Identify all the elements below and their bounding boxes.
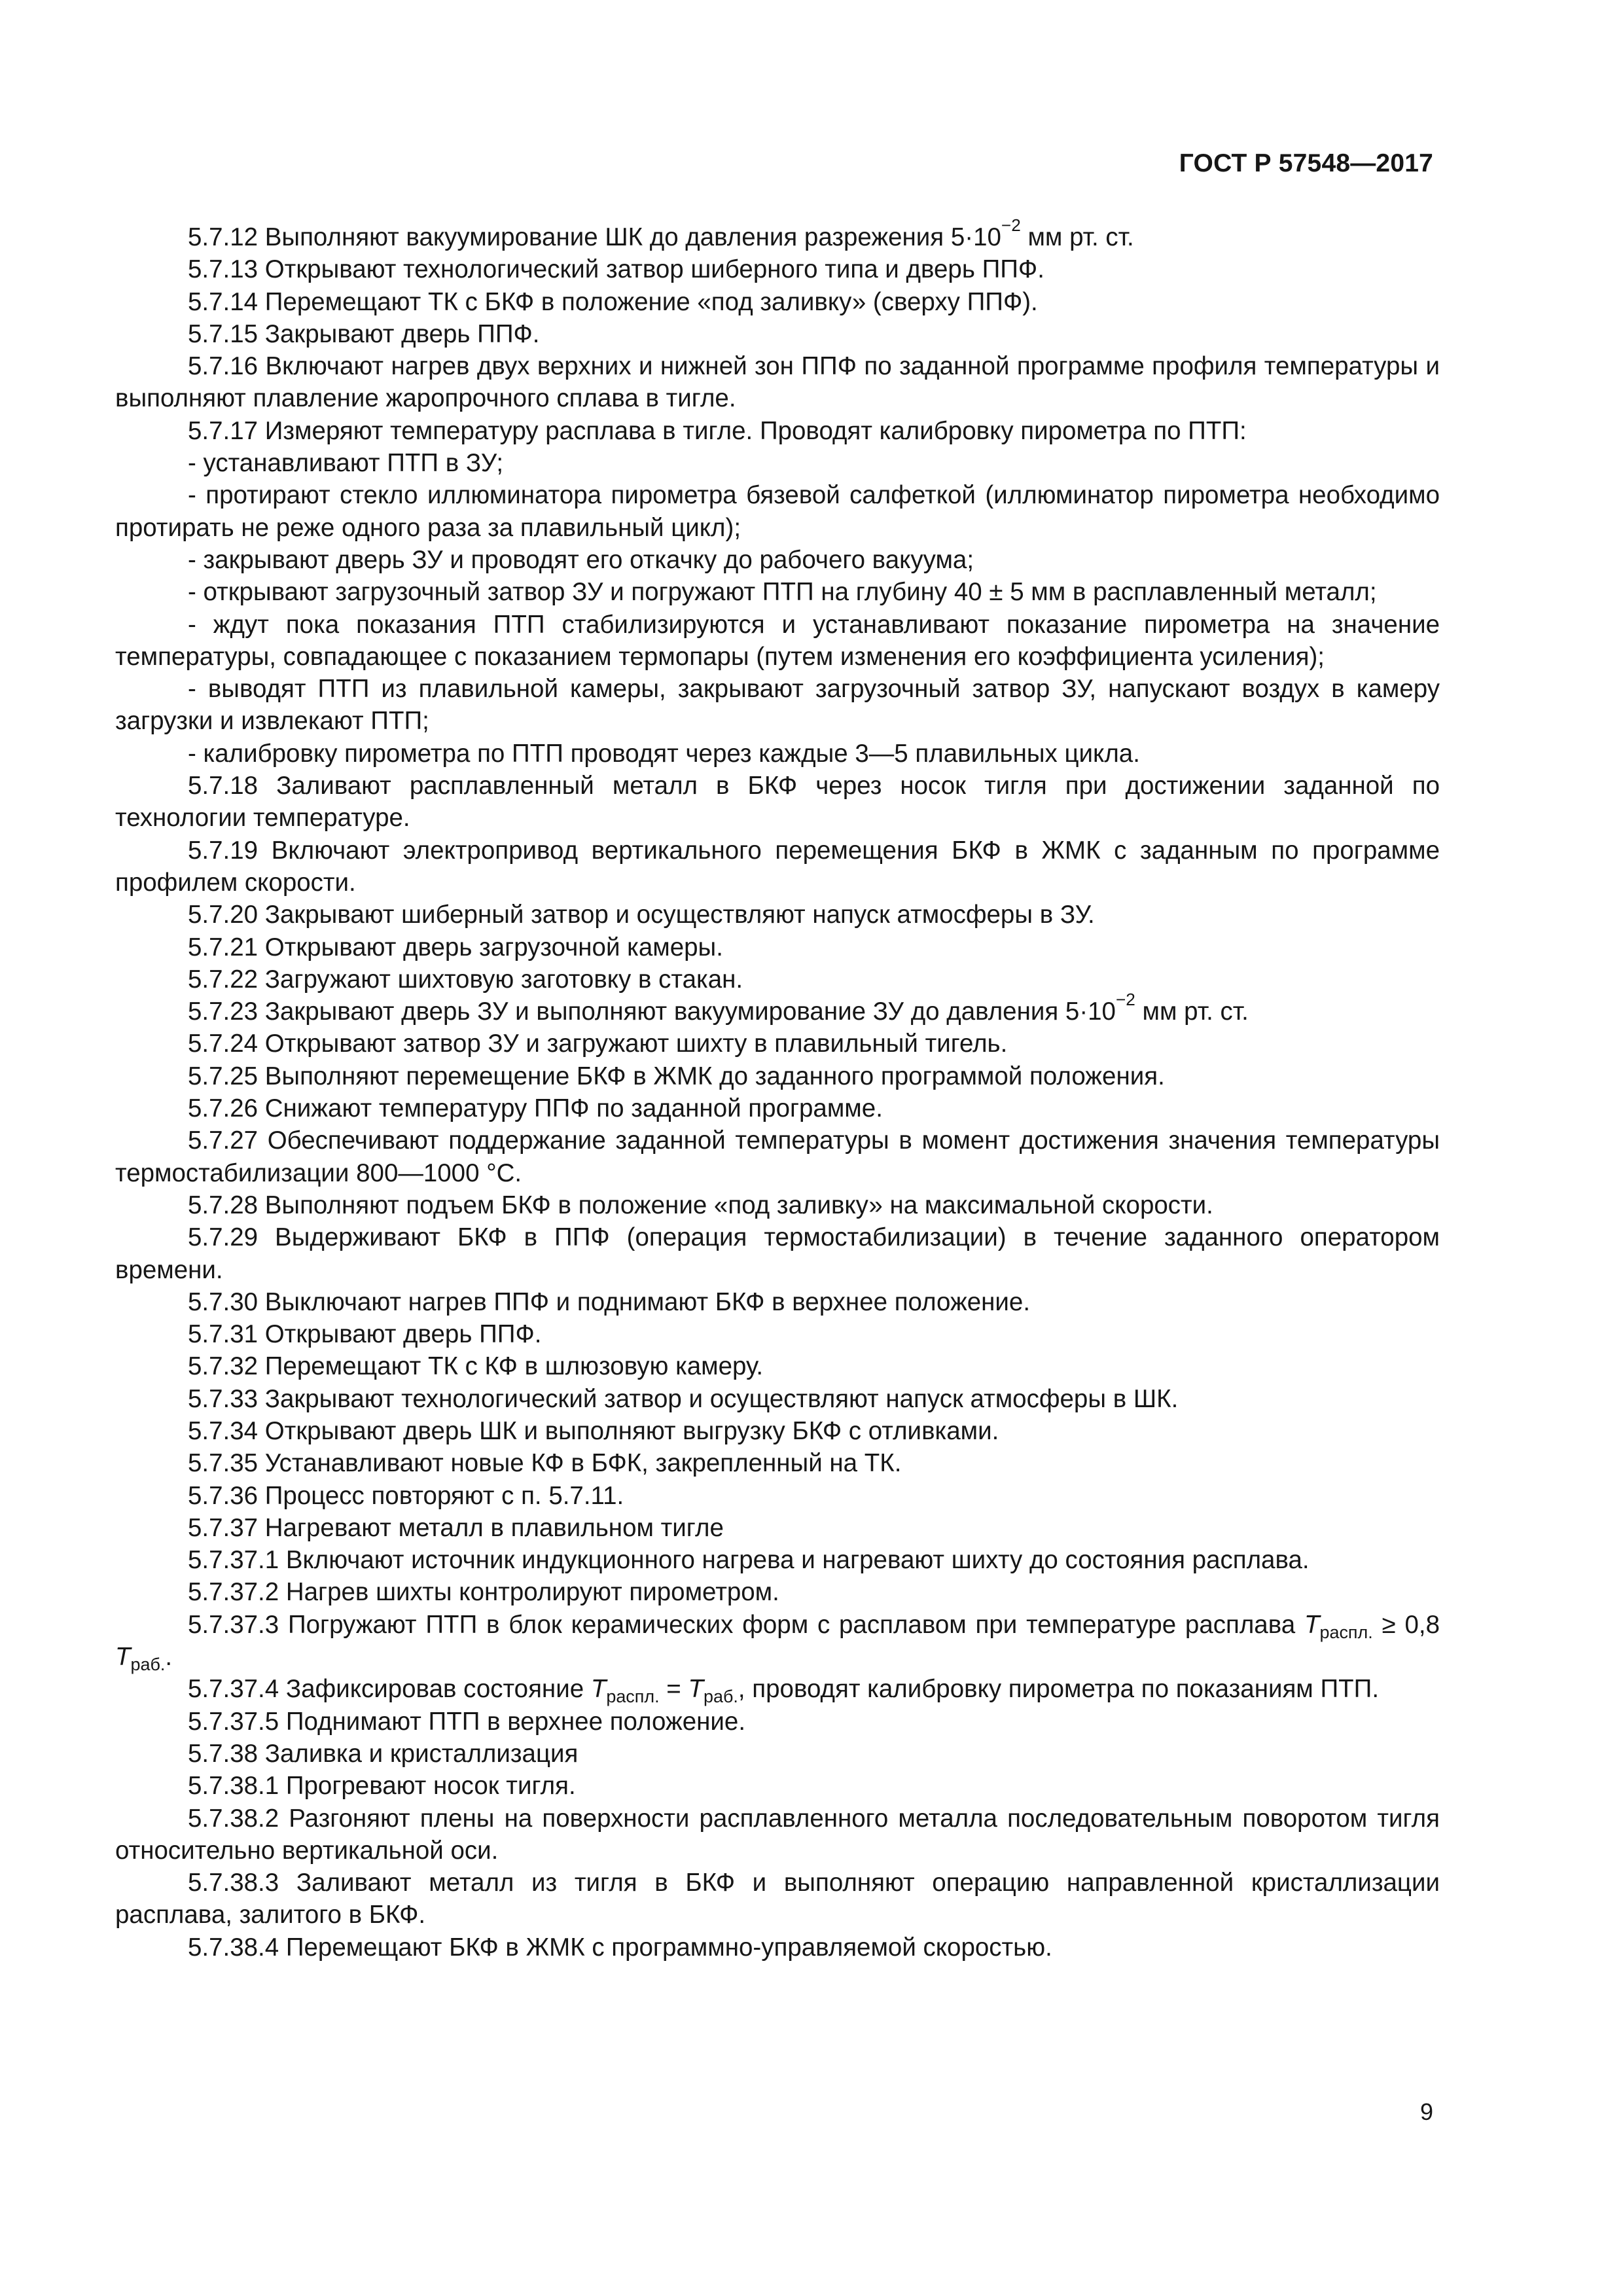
- temperature-symbol: T: [1304, 1610, 1320, 1639]
- paragraph-5-7-34: 5.7.34 Открывают дверь ШК и выполняют выгрузку БКФ с отливками.: [188, 1416, 999, 1445]
- paragraph-text: 5.7.37.3 Погружают ПТП в блок керамических форм с расплавом при температуре расплава: [188, 1610, 1304, 1639]
- paragraph-5-7-33: 5.7.33 Закрывают технологический затвор и осуществляют напуск атмосферы в ШК.: [188, 1384, 1179, 1413]
- paragraph-5-7-31: 5.7.31 Открывают дверь ППФ.: [188, 1320, 542, 1349]
- paragraph-text: мм рт. ст.: [1135, 997, 1249, 1026]
- list-item-5-7-17-b: - протирают стекло иллюминатора пирометра бязевой салфеткой (иллюминатор пирометра необходимо протирать не реже одного раза за плавильный цикл);: [115, 481, 1440, 542]
- subscript: распл.: [606, 1687, 660, 1707]
- paragraph-text: 5.7.37.4 Зафиксировав состояние: [188, 1675, 591, 1704]
- paragraph-text: =: [659, 1675, 688, 1704]
- paragraph-text: мм рт. ст.: [1020, 223, 1134, 251]
- paragraph-5-7-32: 5.7.32 Перемещают ТК с КФ в шлюзовую камеру.: [188, 1352, 764, 1381]
- paragraph-5-7-37-1: 5.7.37.1 Включают источник индукционного нагрева и нагревают шихту до состояния расплава.: [188, 1546, 1310, 1575]
- paragraph-5-7-29: 5.7.29 Выдерживают БКФ в ППФ (операция термостабилизации) в течение заданного оператором времени.: [115, 1223, 1440, 1284]
- paragraph-5-7-37-2: 5.7.37.2 Нагрев шихты контролируют пирометром.: [188, 1578, 779, 1607]
- paragraph-5-7-28: 5.7.28 Выполняют подъем БКФ в положение «под заливку» на максимальной скорости.: [188, 1191, 1213, 1219]
- paragraph-text: ≥ 0,8: [1372, 1610, 1440, 1639]
- exponent: −2: [1115, 989, 1135, 1009]
- paragraph-5-7-23: [115, 989, 1440, 1028]
- paragraph-5-7-13: 5.7.13 Открывают технологический затвор шиберного типа и дверь ППФ.: [188, 255, 1044, 284]
- paragraph-5-7-37-5: 5.7.37.5 Поднимают ПТП в верхнее положение.: [188, 1707, 746, 1736]
- paragraph-5-7-15: 5.7.15 Закрывают дверь ППФ.: [188, 319, 540, 348]
- paragraph-5-7-37: 5.7.37 Нагревают металл в плавильном тигле: [188, 1513, 724, 1542]
- document-body: [115, 215, 1440, 1964]
- subscript: раб.: [130, 1655, 166, 1675]
- paragraph-5-7-25: 5.7.25 Выполняют перемещение БКФ в ЖМК до заданного программой положения.: [188, 1062, 1165, 1090]
- paragraph-5-7-36: 5.7.36 Процесс повторяют с п. 5.7.11.: [188, 1481, 624, 1510]
- paragraph-5-7-37-3: [115, 1609, 1440, 1674]
- paragraph-5-7-38-2: 5.7.38.2 Разгоняют плены на поверхности расплавленного металла последовательным поворотом тигля относительно вертикальной оси.: [115, 1804, 1440, 1865]
- paragraph-5-7-18: 5.7.18 Заливают расплавленный металл в БКФ через носок тигля при достижении заданной по технологии температуре.: [115, 772, 1440, 833]
- standard-number-header: ГОСТ Р 57548—2017: [1179, 149, 1433, 177]
- paragraph-5-7-38-1: 5.7.38.1 Прогревают носок тигля.: [188, 1772, 576, 1801]
- paragraph-5-7-24: 5.7.24 Открывают затвор ЗУ и загружают шихту в плавильный тигель.: [188, 1030, 1008, 1058]
- paragraph-5-7-20: 5.7.20 Закрывают шиберный затвор и осуществляют напуск атмосферы в ЗУ.: [188, 901, 1095, 929]
- paragraph-5-7-27: 5.7.27 Обеспечивают поддержание заданной температуры в момент достижения значения температуры термостабилизации 800—1000 °С.: [115, 1126, 1440, 1187]
- temperature-symbol: T: [115, 1643, 131, 1672]
- list-item-5-7-17-f: - выводят ПТП из плавильной камеры, закрывают загрузочный затвор ЗУ, напускают воздух в камеру загрузки и извлекают ПТП;: [115, 675, 1440, 736]
- paragraph-5-7-17: 5.7.17 Измеряют температуру расплава в тигле. Проводят калибровку пирометра по ПТП:: [188, 416, 1247, 445]
- subscript: распл.: [1319, 1622, 1373, 1642]
- paragraph-5-7-38: 5.7.38 Заливка и кристаллизация: [188, 1739, 579, 1768]
- list-item-5-7-17-a: - устанавливают ПТП в ЗУ;: [188, 449, 504, 478]
- list-item-5-7-17-c: - закрывают дверь ЗУ и проводят его откачку до рабочего вакуума;: [188, 545, 974, 574]
- paragraph-text: , проводят калибровку пирометра по показаниям ПТП.: [738, 1675, 1380, 1704]
- paragraph-5-7-35: 5.7.35 Устанавливают новые КФ в БФК, закрепленный на ТК.: [188, 1449, 902, 1478]
- paragraph-5-7-37-4: [115, 1673, 1440, 1705]
- paragraph-5-7-21: 5.7.21 Открывают дверь загрузочной камеры.: [188, 933, 723, 961]
- temperature-symbol: T: [688, 1675, 704, 1704]
- paragraph-5-7-30: 5.7.30 Выключают нагрев ППФ и поднимают БКФ в верхнее положение.: [188, 1287, 1031, 1316]
- paragraph-5-7-16: 5.7.16 Включают нагрев двух верхних и нижней зон ППФ по заданной программе профиля температуры и выполняют плавление жаропрочного сплава в тигле.: [115, 352, 1440, 413]
- paragraph-5-7-26: 5.7.26 Снижают температуру ППФ по заданной программе.: [188, 1094, 883, 1123]
- list-item-5-7-17-g: - калибровку пирометра по ПТП проводят через каждые 3—5 плавильных цикла.: [188, 739, 1140, 768]
- paragraph-5-7-22: 5.7.22 Загружают шихтовую заготовку в стакан.: [188, 965, 743, 994]
- temperature-symbol: T: [590, 1675, 607, 1704]
- paragraph-text: 5.7.23 Закрывают дверь ЗУ и выполняют вакуумирование ЗУ до давления 5·10: [188, 997, 1116, 1026]
- paragraph-5-7-38-3: 5.7.38.3 Заливают металл из тигля в БКФ и выполняют операцию направленной кристаллизации расплава, залитого в БКФ.: [115, 1869, 1440, 1929]
- paragraph-5-7-19: 5.7.19 Включают электропривод вертикального перемещения БКФ в ЖМК с заданным по программе профилем скорости.: [115, 836, 1440, 897]
- paragraph-text: .: [165, 1643, 173, 1672]
- list-item-5-7-17-d: - открывают загрузочный затвор ЗУ и погружают ПТП на глубину 40 ± 5 мм в расплавленный металл;: [188, 578, 1377, 607]
- subscript: раб.: [704, 1687, 738, 1707]
- paragraph-5-7-12: [115, 215, 1440, 253]
- paragraph-text: 5.7.12 Выполняют вакуумирование ШК до давления разрежения 5·10: [188, 223, 1001, 251]
- page-number: 9: [1419, 2098, 1433, 2125]
- paragraph-5-7-14: 5.7.14 Перемещают ТК с БКФ в положение «под заливку» (сверху ППФ).: [188, 287, 1038, 316]
- exponent: −2: [1001, 215, 1021, 235]
- paragraph-5-7-38-4: 5.7.38.4 Перемещают БКФ в ЖМК с программно-управляемой скоростью.: [188, 1933, 1052, 1962]
- list-item-5-7-17-e: - ждут пока показания ПТП стабилизируются и устанавливают показание пирометра на значение температуры, совпадающее с показанием термопары (путем изменения его коэффициента усиления);: [115, 610, 1440, 671]
